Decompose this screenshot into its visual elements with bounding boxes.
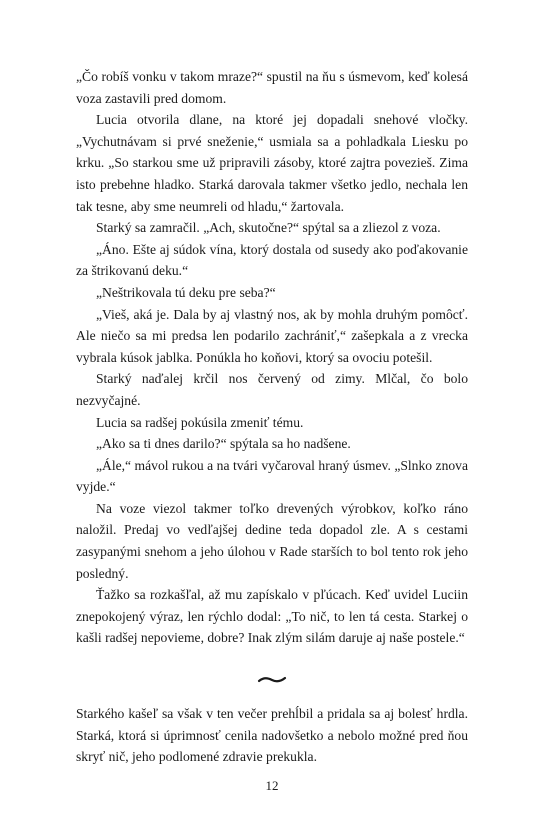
paragraph: „Vieš, aká je. Dala by aj vlastný nos, ak by mohla druhým pomôcť. Ale niečo sa mi predsa len podarilo zachrániť,“ zašepkala a z vrecka vybrala kúsok jablka. Ponúkla ho koňovi, ktorý sa ovociu potešil. [76, 306, 468, 365]
paragraph: Starkého kašeľ sa však v ten večer prehĺbil a pridala sa aj bolesť hrdla. Starká, ktorá si úprimnosť cenila nadovšetko a nebolo možné pred ňou skryť nič, jeho podlomené zdravie prekukla. [76, 706, 468, 765]
paragraph: „Ako sa ti dnes darilo?“ spýtala sa ho nadšene. [96, 436, 351, 452]
paragraph: „Ále,“ mávol rukou a na tvári vyčaroval hraný úsmev. „Slnko znova vyjde.“ [76, 457, 468, 495]
second-section-text [76, 703, 468, 768]
paragraph: Lucia otvorila dlane, na ktoré jej dopadali snehové vločky. „Vychutnávam si prvé sneženie,“ usmiala sa a pohladkala Liesku po krku. „So starkou sme už pripravili zásoby, ktoré zajtra povezieš. Zima isto prebehne hladko. Starká darovala takmer všetko jedlo, nechala len tak tesne, aby sme neumreli od hladu,“ žartovala. [76, 112, 468, 214]
paragraph: Na voze viezol takmer toľko drevených výrobkov, koľko ráno naložil. Predaj vo vedľajšej dedine teda dopadol zle. A s cestami zasypanými snehom a jeho úlohou v Rade starších to bol tento rok jeho posledný. [76, 500, 468, 581]
main-text-block [76, 66, 468, 649]
paragraph: „Neštrikovala tú deku pre seba?“ [96, 284, 276, 300]
paragraph: Lucia sa radšej pokúsila zmeniť tému. [96, 414, 304, 430]
paragraph: „Čo robíš vonku v takom mraze?“ spustil na ňu s úsmevom, keď kolesá voza zastavili pred domom. [76, 69, 468, 106]
tilde-ornament-icon [257, 674, 287, 686]
paragraph: „Áno. Ešte aj súdok vína, ktorý dostala od susedy ako poďakovanie za štrikovanú deku.“ [76, 241, 468, 279]
paragraph: Starký naďalej krčil nos červený od zimy. Mlčal, čo bolo nezvyčajné. [76, 371, 468, 408]
paragraph: Ťažko sa rozkašľal, až mu zapískalo v pľúcach. Keď uvidel Luciin znepokojený výraz, len rýchlo dodal: „To nič, to len tá cesta. Starkej o kašli radšej nepovieme, dobre? Inak zlým silám daruje aj naše postele.“ [76, 587, 468, 646]
paragraph: Starký sa zamračil. „Ach, skutočne?“ spýtal sa a zliezol z voza. [96, 220, 441, 236]
page-number: 12 [265, 778, 279, 793]
